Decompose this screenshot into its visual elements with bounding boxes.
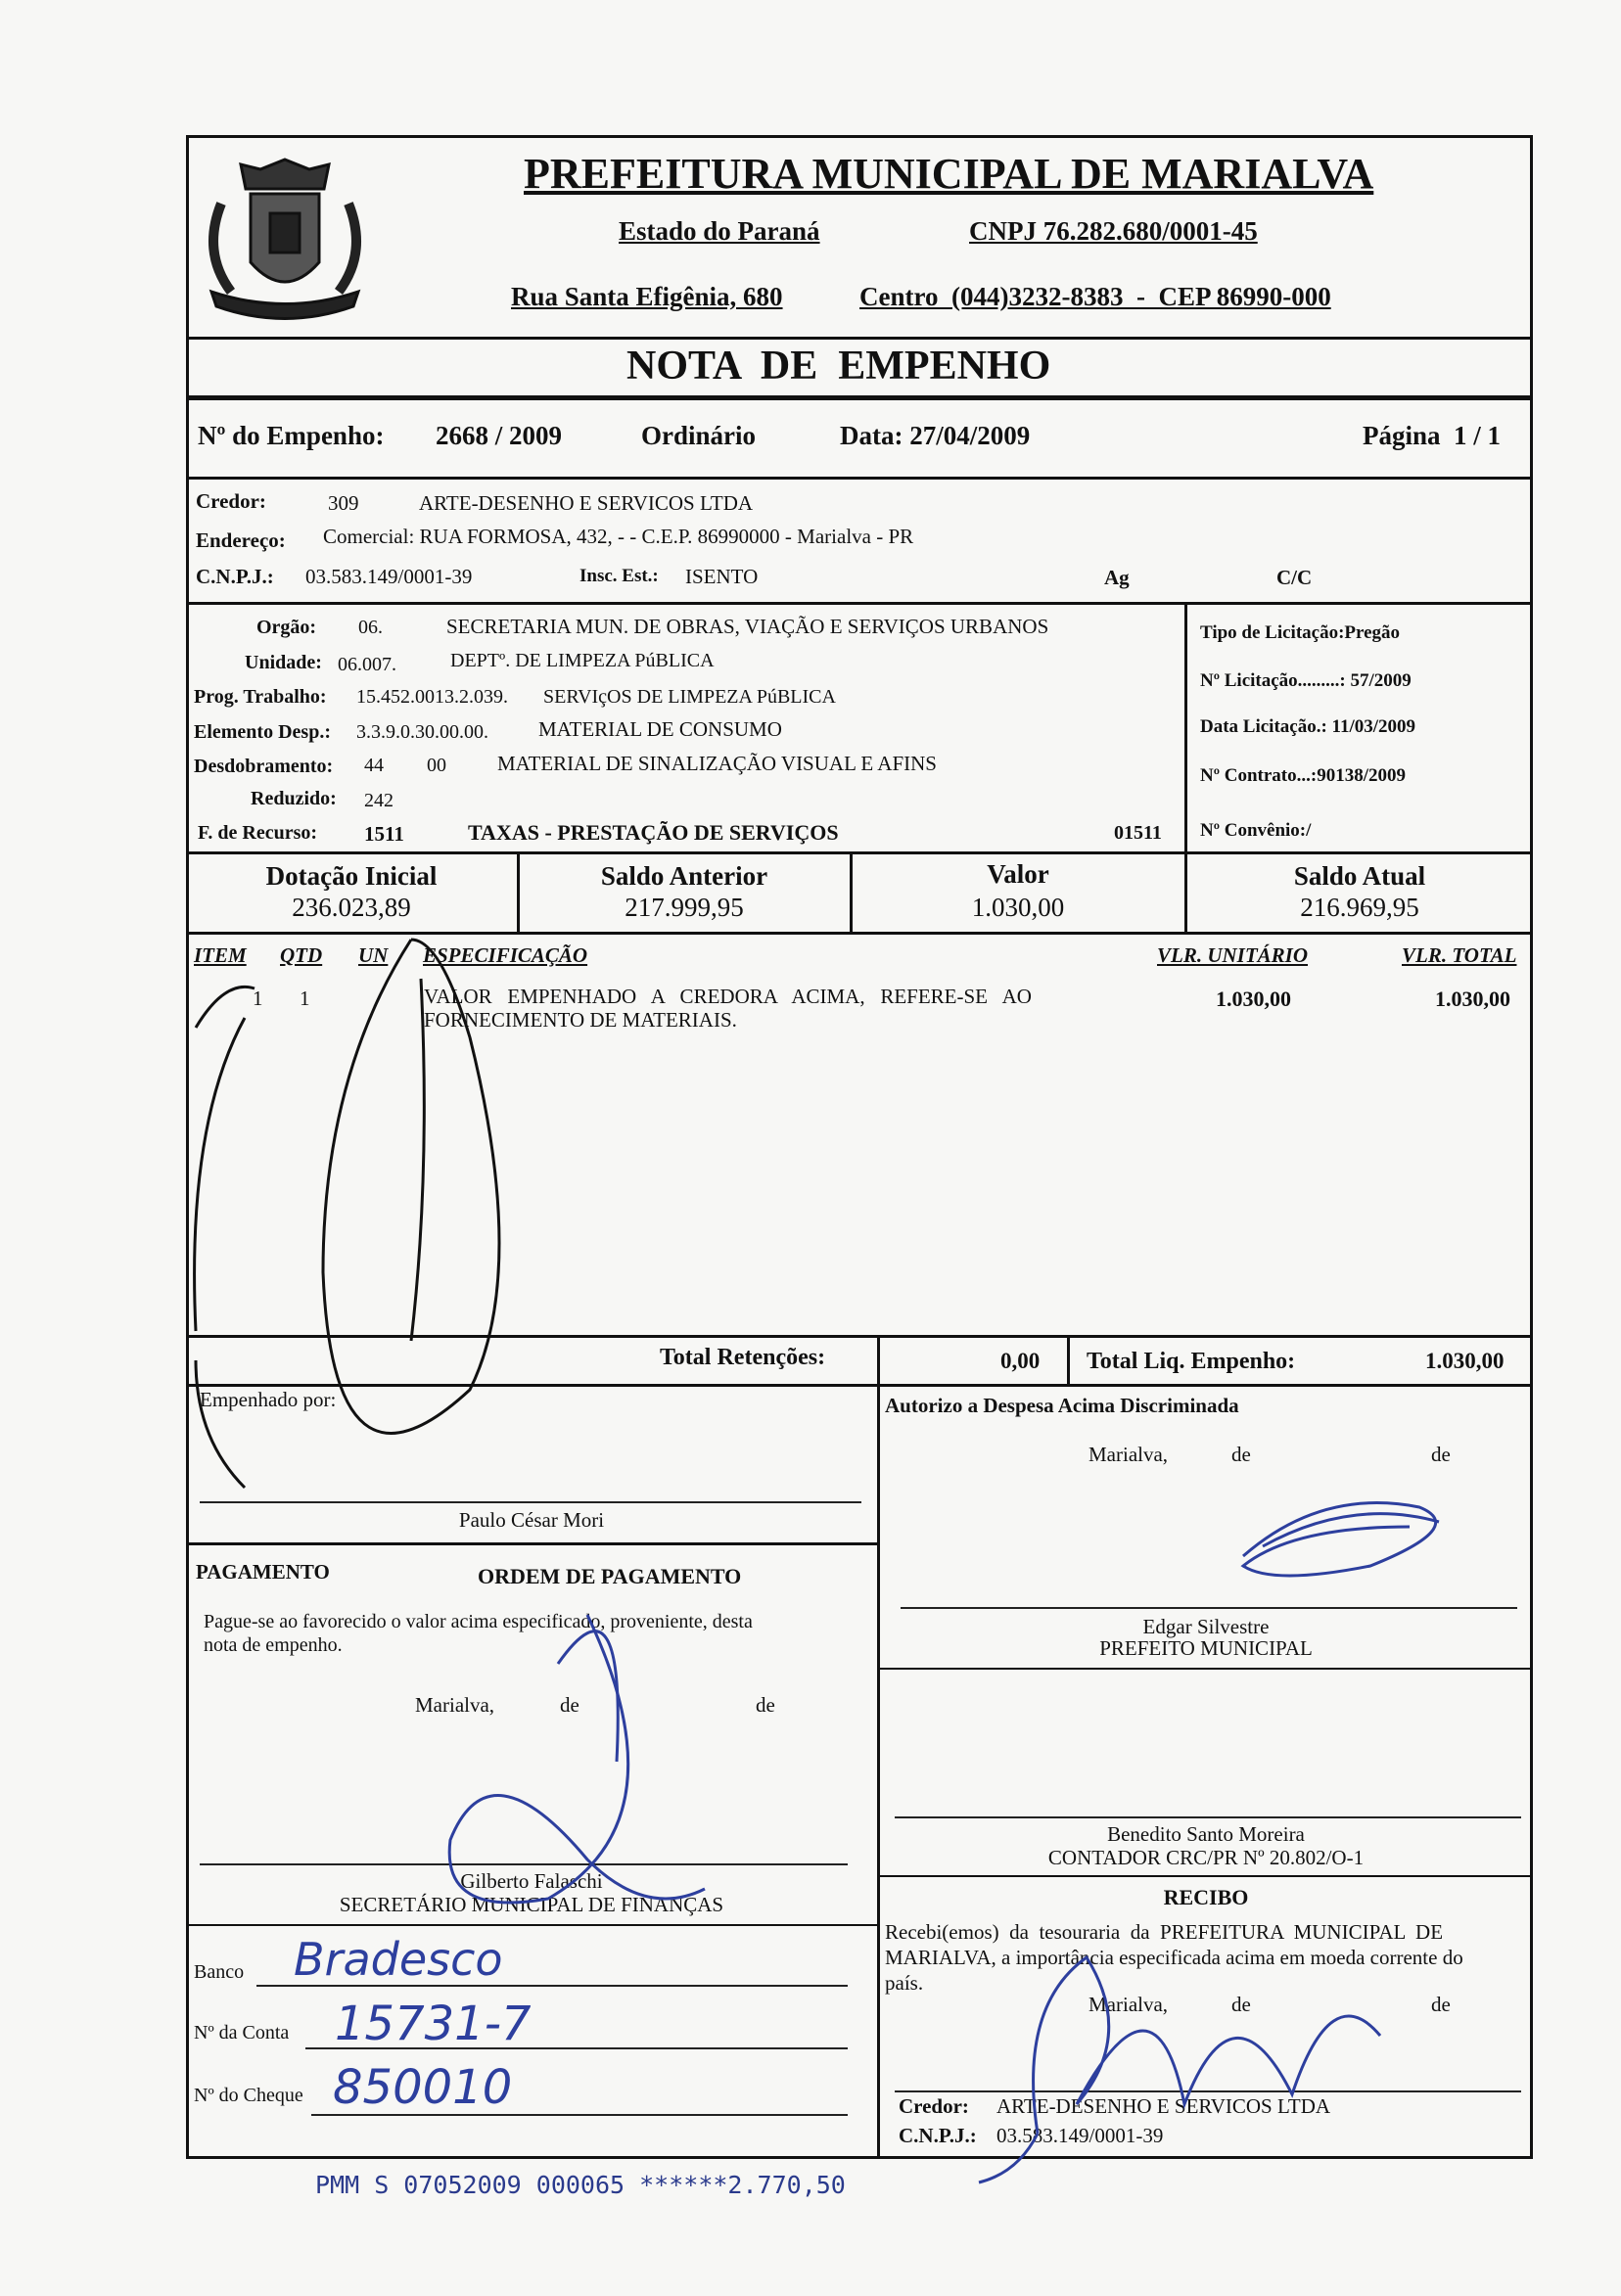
retencoes-value: 0,00	[1000, 1349, 1041, 1373]
retencoes-label: Total Retenções:	[660, 1345, 826, 1370]
item-number: 1	[253, 987, 263, 1010]
conta-value: 15731-7	[335, 1997, 532, 2051]
pagamento-label: PAGAMENTO	[196, 1560, 330, 1584]
liq-value: 1.030,00	[1425, 1349, 1505, 1373]
banco-label: Banco	[194, 1961, 245, 1983]
credor-ag-label: Ag	[1104, 566, 1130, 589]
items-header-unit: VLR. UNITÁRIO	[1157, 943, 1309, 967]
item-total-value: 1.030,00	[1435, 987, 1510, 1011]
conta-label: Nº da Conta	[194, 2022, 290, 2043]
pagamento-de1: de	[560, 1693, 579, 1717]
desd-a: 44	[364, 755, 384, 776]
credor-code: 309	[328, 491, 359, 515]
recibo-place: Marialva,	[1088, 1993, 1169, 2016]
liq-label: Total Liq. Empenho:	[1087, 1349, 1296, 1374]
autorizo-de1: de	[1231, 1443, 1251, 1466]
credor-cc-label: C/C	[1276, 566, 1313, 589]
recibo-cnpj: 03.583.149/0001-39	[996, 2124, 1164, 2147]
fonte-code: 1511	[364, 822, 404, 846]
items-header-total: VLR. TOTAL	[1402, 943, 1517, 967]
licitacao-contrato: Nº Contrato...:90138/2009	[1200, 765, 1406, 786]
fonte-num: 01511	[1114, 822, 1162, 844]
prog-label: Prog. Trabalho:	[194, 686, 327, 708]
cheque-label: Nº do Cheque	[194, 2085, 303, 2106]
header-title: PREFEITURA MUNICIPAL DE MARIALVA	[524, 150, 1374, 198]
header-cnpj: CNPJ 76.282.680/0001-45	[969, 216, 1258, 246]
pagamento-signer: Gilberto Falaschi	[460, 1869, 603, 1893]
total-value-2: 1.030,00	[971, 893, 1065, 922]
recibo-de1: de	[1231, 1993, 1251, 2016]
reduzido-label: Reduzido:	[251, 788, 337, 809]
items-header-item: ITEM	[194, 943, 247, 967]
recibo-credor: ARTE-DESENHO E SERVICOS LTDA	[996, 2094, 1331, 2118]
desd-b: 00	[427, 755, 446, 776]
items-header-un: UN	[358, 943, 389, 967]
recibo-de2: de	[1431, 1993, 1451, 2016]
autorizo-label: Autorizo a Despesa Acima Discriminada	[885, 1394, 1239, 1417]
header-address: Rua Santa Efigênia, 680	[511, 282, 783, 311]
banco-value: Bradesco	[294, 1933, 503, 1986]
credor-label: Credor:	[196, 489, 266, 513]
prog-code: 15.452.0013.2.039.	[356, 686, 508, 708]
recibo-cnpj-label: C.N.P.J.:	[899, 2124, 977, 2147]
item-spec-line1: VALOR EMPENHADO A CREDORA ACIMA, REFERE-SE AO	[424, 985, 1032, 1008]
doc-title: NOTA DE EMPENHO	[626, 344, 1051, 389]
elem-code: 3.3.9.0.30.00.00.	[356, 721, 488, 743]
payment-stamp: PMM S 07052009 000065 ******2.770,50	[315, 2171, 846, 2199]
header-phone: Centro (044)3232-8383 - CEP 86990-000	[859, 282, 1331, 311]
autorizo-de2: de	[1431, 1443, 1451, 1466]
contador-role: CONTADOR CRC/PR Nº 20.802/O-1	[1047, 1846, 1365, 1869]
empenho-number-label: Nº do Empenho:	[198, 421, 385, 450]
cheque-value: 850010	[333, 2060, 513, 2115]
recibo-title: RECIBO	[1163, 1885, 1249, 1909]
prog-name: SERVIçOS DE LIMPEZA PúBLICA	[543, 686, 836, 708]
pagamento-role: SECRETÁRIO MUNICIPAL DE FINANÇAS	[339, 1893, 724, 1916]
pagamento-text2: nota de empenho.	[204, 1634, 343, 1656]
empenho-page: Página 1 / 1	[1363, 421, 1502, 450]
orgao-name: SECRETARIA MUN. DE OBRAS, VIAÇÃO E SERVIÇOS URBANOS	[446, 615, 1049, 638]
total-value-1: 217.999,95	[625, 893, 744, 922]
items-header-qtd: QTD	[280, 943, 323, 967]
total-label-2: Valor	[987, 859, 1049, 889]
licitacao-tipo: Tipo de Licitação:Pregão	[1200, 622, 1401, 643]
total-label-0: Dotação Inicial	[265, 861, 438, 891]
reduzido-value: 242	[364, 790, 394, 811]
credor-address: Comercial: RUA FORMOSA, 432, - - C.E.P. 86990000 - Marialva - PR	[323, 525, 914, 548]
desd-label: Desdobramento:	[194, 756, 334, 777]
header-state: Estado do Paraná	[619, 216, 820, 246]
total-label-1: Saldo Anterior	[600, 861, 768, 891]
elem-label: Elemento Desp.:	[194, 721, 331, 743]
orgao-code: 06.	[358, 617, 383, 638]
credor-insc: ISENTO	[685, 565, 759, 588]
pagamento-place: Marialva,	[415, 1693, 495, 1717]
empenhado-name: Paulo César Mori	[458, 1508, 605, 1532]
autorizo-role: PREFEITO MUNICIPAL	[1099, 1636, 1313, 1660]
item-unit-value: 1.030,00	[1216, 987, 1291, 1011]
contador-name: Benedito Santo Moreira	[1107, 1822, 1305, 1846]
pagamento-ordem: ORDEM DE PAGAMENTO	[478, 1564, 742, 1588]
fonte-name: TAXAS - PRESTAÇÃO DE SERVIÇOS	[468, 820, 839, 845]
credor-address-label: Endereço:	[196, 528, 286, 552]
pagamento-text1: Pague-se ao favorecido o valor acima especificado, proveniente, desta	[204, 1611, 753, 1632]
unidade-label: Unidade:	[245, 652, 322, 673]
autorizo-place: Marialva,	[1088, 1443, 1169, 1466]
unidade-code: 06.007.	[338, 654, 396, 675]
unidade-name: DEPTº. DE LIMPEZA PúBLICA	[450, 650, 715, 671]
licitacao-convenio: Nº Convênio:/	[1200, 820, 1312, 841]
credor-name: ARTE-DESENHO E SERVICOS LTDA	[419, 491, 754, 515]
credor-cnpj: 03.583.149/0001-39	[305, 565, 473, 588]
total-label-3: Saldo Atual	[1293, 861, 1426, 891]
total-value-3: 216.969,95	[1300, 893, 1419, 922]
item-qtd: 1	[300, 987, 310, 1010]
recibo-credor-label: Credor:	[899, 2094, 969, 2118]
recibo-line2: MARIALVA, a importância especificada acima em moeda corrente do	[885, 1946, 1463, 1969]
pagamento-de2: de	[756, 1693, 775, 1717]
credor-insc-label: Insc. Est.:	[579, 566, 659, 586]
licitacao-numero: Nº Licitação.........: 57/2009	[1200, 670, 1412, 691]
empenho-type: Ordinário	[641, 421, 757, 450]
autorizo-signer: Edgar Silvestre	[1142, 1615, 1270, 1638]
desd-name: MATERIAL DE SINALIZAÇÃO VISUAL E AFINS	[497, 752, 937, 775]
licitacao-data: Data Licitação.: 11/03/2009	[1200, 716, 1416, 737]
orgao-label: Orgão:	[256, 617, 317, 638]
credor-cnpj-label: C.N.P.J.:	[196, 565, 274, 588]
recibo-line1: Recebi(emos) da tesouraria da PREFEITURA MUNICIPAL DE	[885, 1920, 1444, 1944]
elem-name: MATERIAL DE CONSUMO	[538, 717, 782, 741]
empenho-date: Data: 27/04/2009	[840, 421, 1031, 450]
total-value-0: 236.023,89	[292, 893, 411, 922]
empenhado-label: Empenhado por:	[200, 1388, 337, 1411]
empenho-number: 2668 / 2009	[436, 421, 563, 450]
items-header-spec: ESPECIFICAÇÃO	[423, 943, 588, 967]
fonte-label: F. de Recurso:	[198, 822, 318, 844]
recibo-line3: país.	[885, 1971, 924, 1995]
item-spec-line2: FORNECIMENTO DE MATERIAIS.	[424, 1008, 737, 1032]
